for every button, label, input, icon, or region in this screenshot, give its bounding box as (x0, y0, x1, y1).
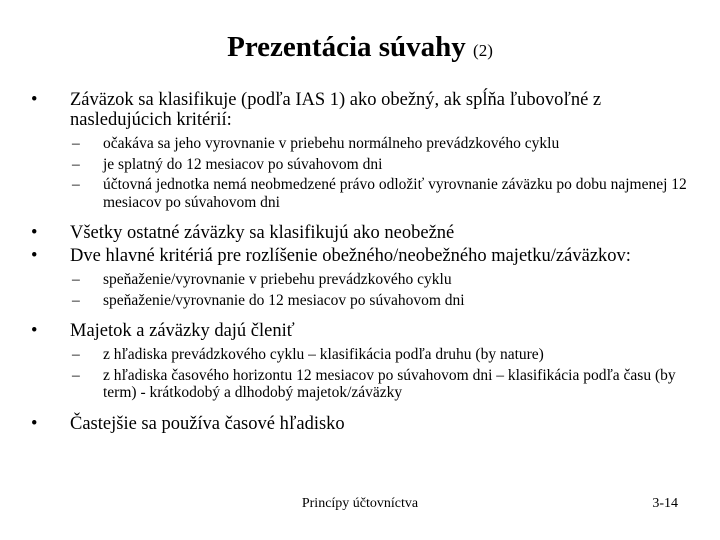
dash-icon: – (72, 176, 80, 193)
sub-item-text: z hľadiska časového horizontu 12 mesiacov po súvahovom dni – klasifikácia podľa času (by term) - krátkodobý a dlhodobý majetok/záväzky (103, 366, 676, 401)
bullet-item (28, 321, 700, 341)
footer-page-number: 3-14 (652, 496, 678, 511)
sub-item (28, 346, 700, 364)
sub-item (28, 367, 700, 402)
dash-icon: – (72, 346, 80, 363)
sub-item (28, 156, 700, 174)
bullet-item (28, 223, 700, 243)
bullet-text: Všetky ostatné záväzky sa klasifikujú ako neobežné (70, 223, 455, 243)
dash-icon: – (72, 155, 80, 173)
bullet-icon: • (31, 90, 38, 110)
sub-item (28, 176, 700, 211)
sub-item-text: speňaženie/vyrovnanie do 12 mesiacov po súvahovom dni (103, 291, 465, 309)
sub-item-text: je splatný do 12 mesiacov po súvahovom dni (103, 155, 383, 173)
bullet-icon: • (31, 321, 38, 341)
dash-icon: – (72, 135, 80, 152)
sub-item (28, 292, 700, 310)
sub-item (28, 135, 700, 153)
bullet-list (28, 90, 700, 434)
bullet-item (28, 90, 700, 130)
sub-item-text: očakáva sa jeho vyrovnanie v priebehu normálneho prevádzkového cyklu (103, 135, 560, 152)
bullet-icon: • (31, 246, 38, 266)
dash-icon: – (72, 291, 80, 309)
bullet-text: Častejšie sa používa časové hľadisko (70, 413, 345, 434)
sub-item-text: z hľadiska prevádzkového cyklu – klasifikácia podľa druhu (by nature) (103, 346, 544, 363)
sub-item-text: účtovná jednotka nemá neobmedzené právo odložiť vyrovnanie záväzku po dobu najmenej 12 mesiacov po súvahovom dni (103, 176, 687, 211)
footer-course-title: Princípy účtovníctva (301, 496, 419, 511)
slide-title (0, 30, 720, 68)
bullet-icon: • (31, 413, 38, 434)
bullet-item (28, 414, 700, 434)
bullet-text: Majetok a záväzky dajú členiť (70, 321, 295, 341)
sub-item (28, 271, 700, 289)
bullet-text: Záväzok sa klasifikuje (podľa IAS 1) ako obežný, ak spĺňa ľubovoľné z nasledujúcich kritérií: (70, 90, 602, 130)
bullet-text: Dve hlavné kritériá pre rozlíšenie obežného/neobežného majetku/záväzkov: (70, 246, 631, 266)
slide-title-text: Prezentácia súvahy (227, 31, 466, 63)
bullet-item (28, 246, 700, 266)
bullet-icon: • (31, 223, 38, 243)
dash-icon: – (72, 271, 80, 288)
slide-title-suffix: (2) (473, 41, 493, 60)
sub-item-text: speňaženie/vyrovnanie v priebehu prevádzkového cyklu (103, 271, 452, 288)
dash-icon: – (72, 366, 80, 384)
